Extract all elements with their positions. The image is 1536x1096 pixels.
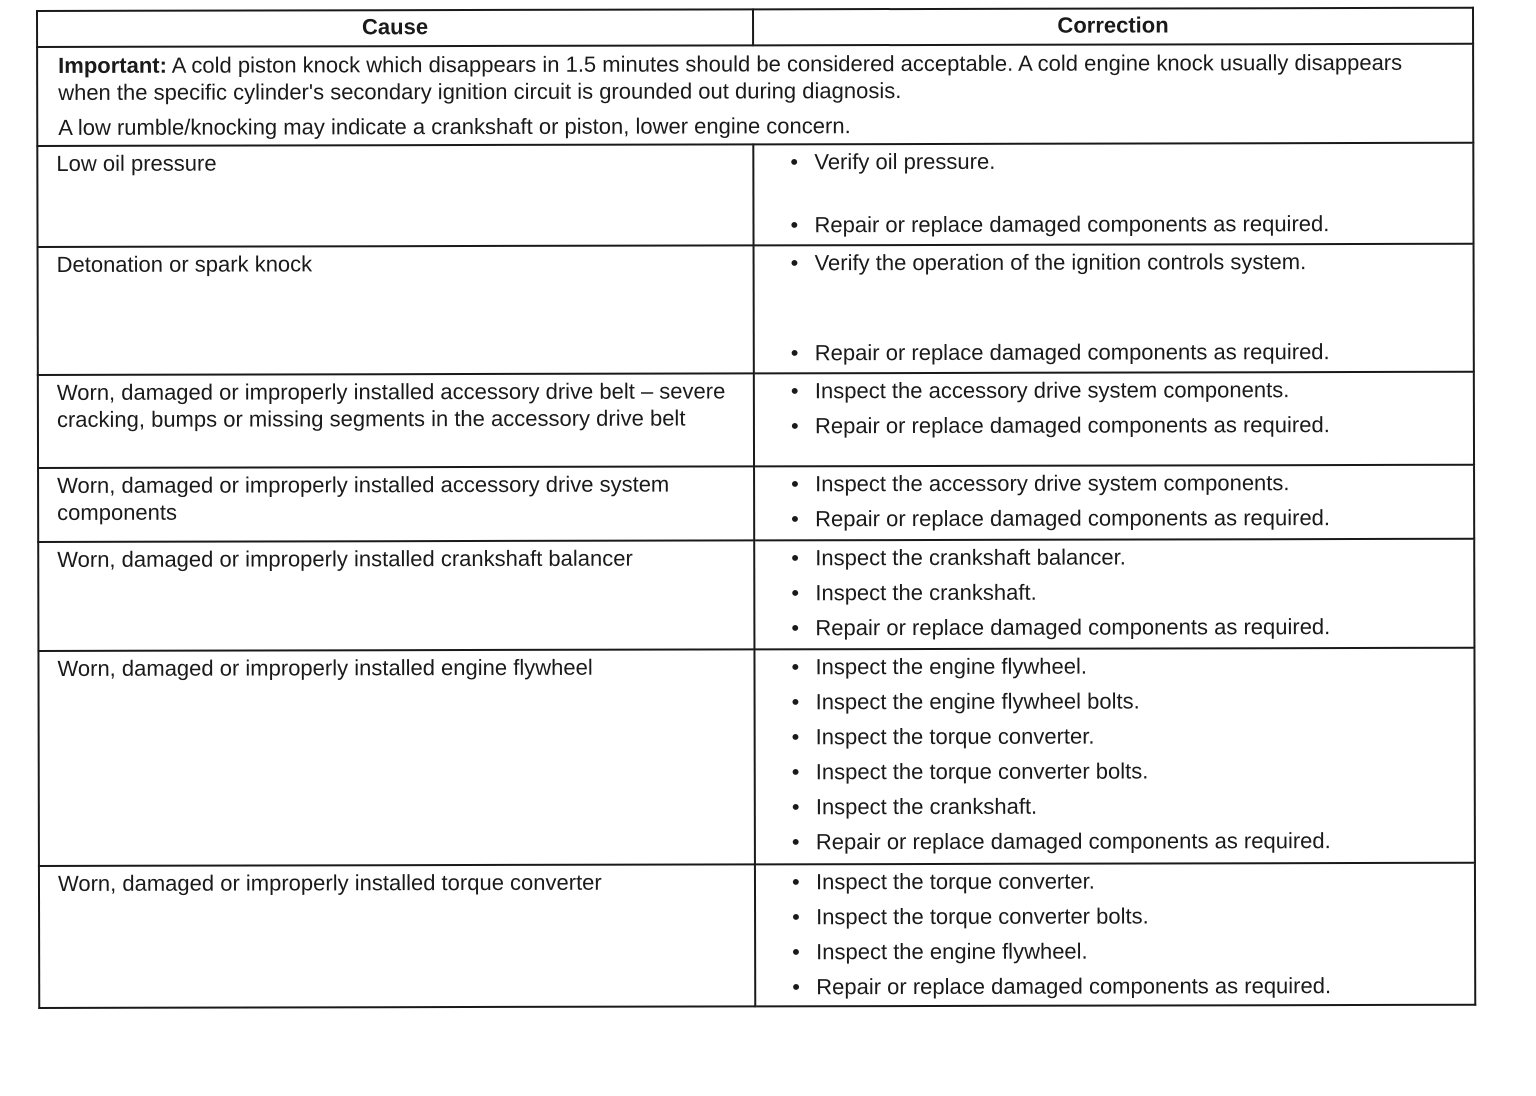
- correction-list: [791, 469, 1465, 533]
- correction-item: • Inspect the engine flywheel.: [791, 652, 1465, 681]
- correction-cell: [754, 465, 1474, 541]
- important-paragraph: [58, 49, 1452, 106]
- correction-list: [791, 248, 1465, 367]
- important-note-row: [37, 44, 1473, 146]
- correction-cell: [755, 863, 1475, 1007]
- correction-item: • Inspect the engine flywheel bolts.: [792, 687, 1466, 716]
- correction-cell: [754, 648, 1474, 865]
- correction-cell: [753, 143, 1473, 246]
- correction-column-header: Correction: [753, 8, 1473, 46]
- cause-column-header: Cause: [37, 9, 753, 47]
- correction-cell: [754, 372, 1474, 467]
- correction-item: • Inspect the engine flywheel.: [792, 937, 1466, 966]
- important-text: A cold piston knock which disappears in 1.5 minutes should be considered acceptable. A cold engine knock usually disappears when the specific cylinder's secondary ignition circuit is grounded out during diagnosis.: [58, 49, 1403, 105]
- correction-item: • Repair or replace damaged components as required.: [791, 338, 1465, 367]
- correction-item: • Inspect the accessory drive system components.: [791, 469, 1465, 498]
- cause-cell: Worn, damaged or improperly installed accessory drive system components: [38, 466, 754, 542]
- correction-item: • Inspect the torque converter.: [792, 722, 1466, 751]
- table-row: [38, 244, 1474, 375]
- correction-list: [790, 147, 1464, 239]
- important-label: Important:: [58, 52, 167, 78]
- correction-item: • Repair or replace damaged components as required.: [792, 827, 1466, 856]
- table-row: [38, 648, 1474, 866]
- correction-list: [791, 543, 1465, 642]
- correction-item: • Inspect the torque converter bolts.: [792, 757, 1466, 786]
- correction-list: [791, 652, 1465, 856]
- correction-list: [791, 376, 1465, 440]
- cause-cell: Low oil pressure: [37, 144, 753, 247]
- correction-item: • Verify oil pressure.: [790, 147, 1464, 176]
- correction-item: • Inspect the crankshaft.: [791, 578, 1465, 607]
- correction-item: • Repair or replace damaged components as required.: [790, 210, 1464, 239]
- correction-item: • Repair or replace damaged components as required.: [791, 504, 1465, 533]
- table-row: [37, 143, 1473, 247]
- correction-item: • Inspect the torque converter.: [792, 867, 1466, 896]
- correction-item: • Inspect the accessory drive system components.: [791, 376, 1465, 405]
- correction-cell: [754, 539, 1474, 650]
- cause-cell: Worn, damaged or improperly installed accessory drive belt – severe cracking, bumps or missing segments in the accessory drive belt: [38, 373, 754, 468]
- lower-engine-note: A low rumble/knocking may indicate a crankshaft or piston, lower engine concern.: [58, 113, 851, 140]
- correction-item: • Repair or replace damaged components as required.: [791, 411, 1465, 440]
- important-note: [37, 44, 1473, 146]
- cause-cell: Worn, damaged or improperly installed crankshaft balancer: [38, 540, 754, 651]
- correction-item: • Verify the operation of the ignition controls system.: [791, 248, 1465, 277]
- table-row: [38, 465, 1474, 542]
- correction-cell: [754, 244, 1474, 374]
- table-row: [38, 372, 1474, 468]
- correction-item: • Inspect the crankshaft balancer.: [791, 543, 1465, 572]
- table-row: [39, 863, 1475, 1008]
- diagnosis-table: [36, 7, 1476, 1009]
- header-row: [37, 8, 1473, 47]
- correction-item: • Inspect the crankshaft.: [792, 792, 1466, 821]
- table-row: [38, 539, 1474, 651]
- cause-cell: Worn, damaged or improperly installed torque converter: [39, 864, 755, 1008]
- correction-item: • Repair or replace damaged components as required.: [791, 613, 1465, 642]
- correction-list: [792, 867, 1466, 1001]
- cause-cell: Detonation or spark knock: [38, 245, 754, 375]
- cause-cell: Worn, damaged or improperly installed engine flywheel: [38, 649, 754, 866]
- correction-item: • Repair or replace damaged components as required.: [792, 972, 1466, 1001]
- correction-item: • Inspect the torque converter bolts.: [792, 902, 1466, 931]
